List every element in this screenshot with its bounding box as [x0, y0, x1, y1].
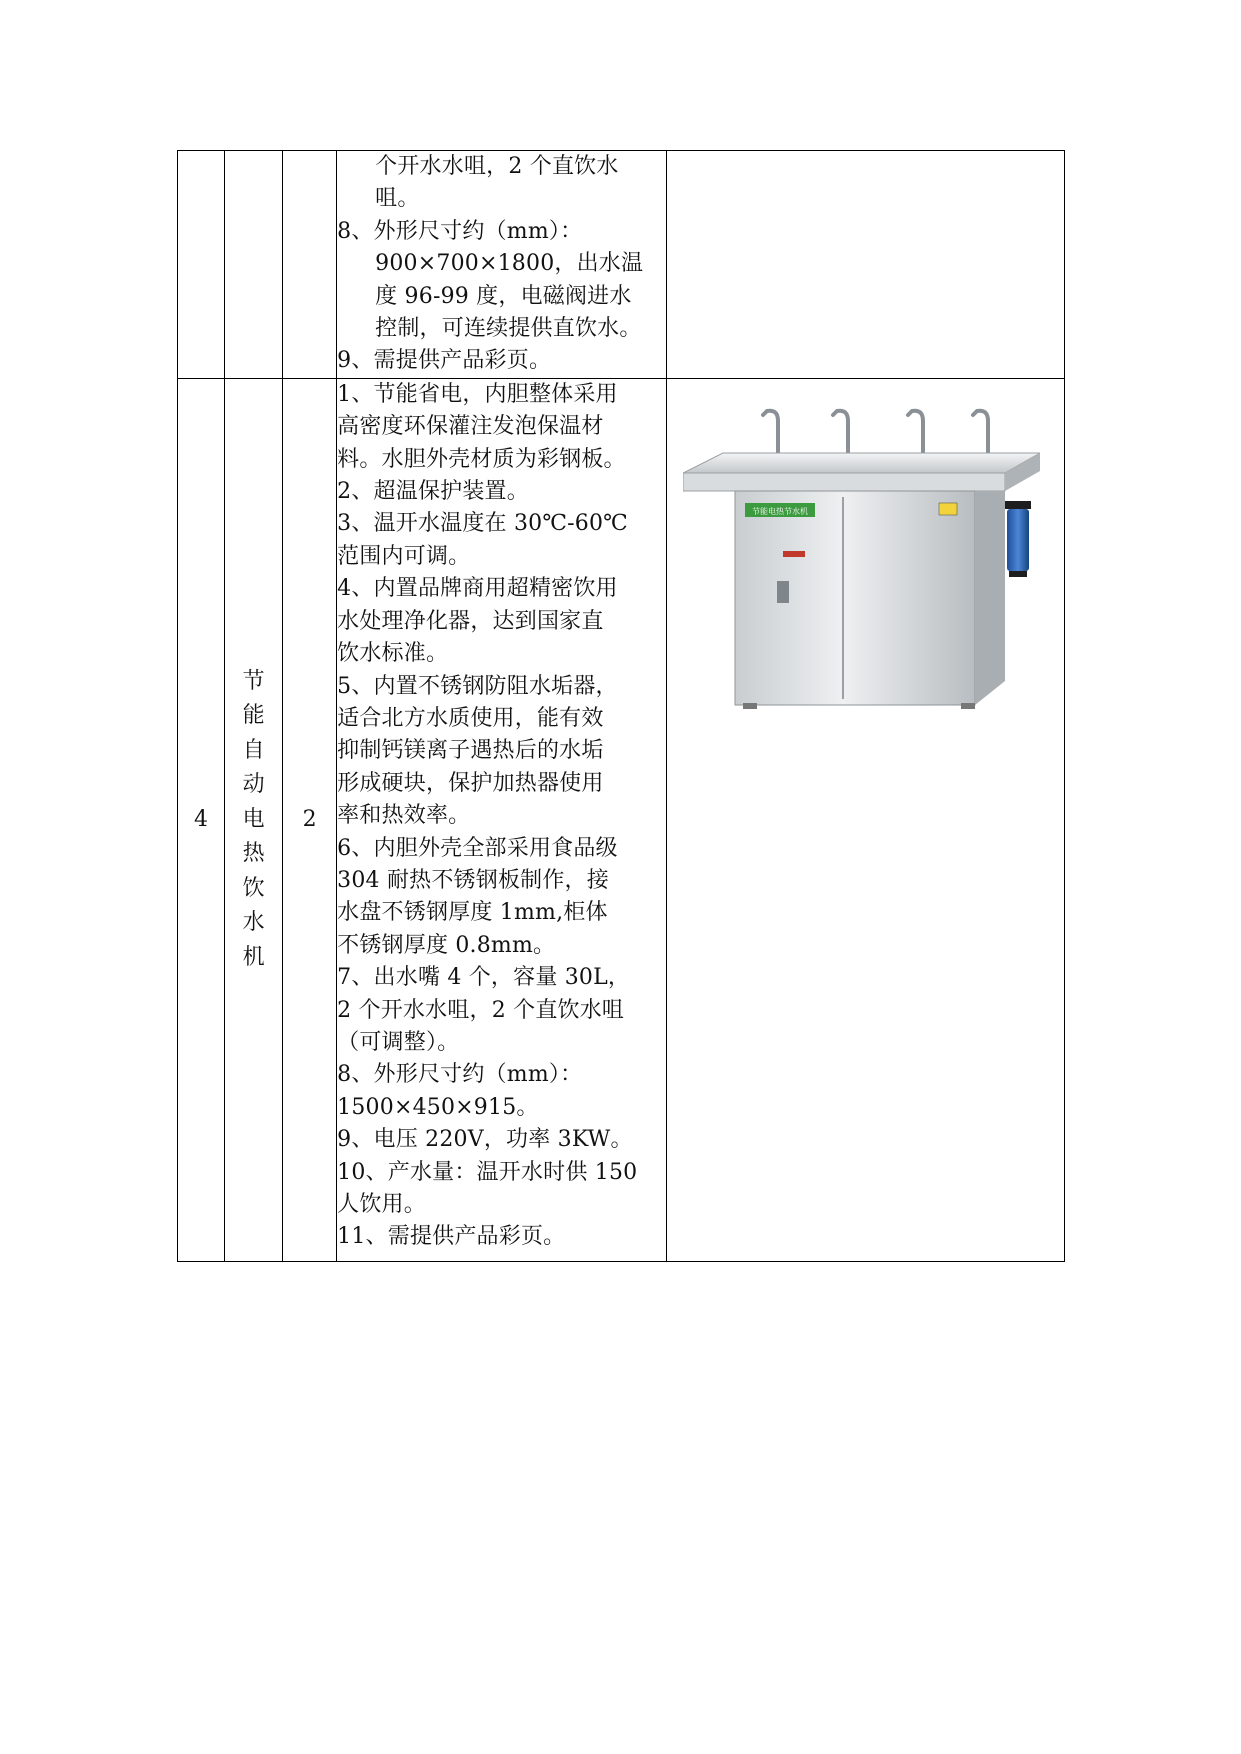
spec-line: 不锈钢厚度 0.8mm。 — [337, 932, 556, 958]
spec-table — [177, 150, 1065, 1262]
spec-line: 咀。 — [375, 186, 420, 212]
spec-line: 2 个开水水咀，2 个直饮水咀 — [337, 997, 625, 1023]
spec-line: 6、内胆外壳全部采用食品级 — [337, 835, 618, 861]
quantity-cell — [283, 378, 337, 1261]
item-name-char: 能 — [242, 703, 265, 729]
item-name — [241, 665, 267, 976]
spec-line: 饮水标准。 — [337, 641, 449, 667]
item-name-char: 电 — [242, 806, 265, 832]
spec-line: 率和热效率。 — [337, 803, 471, 829]
item-name-char: 水 — [242, 910, 265, 936]
item-name-char: 动 — [242, 772, 265, 798]
spec-lines — [337, 379, 665, 1254]
image-cell-empty — [666, 151, 1064, 379]
item-name-char: 机 — [242, 944, 265, 970]
image-cell — [666, 378, 1064, 1261]
spec-cell — [337, 378, 666, 1261]
spec-line: 7、出水嘴 4 个，容量 30L， — [337, 965, 631, 991]
spec-line: 11、需提供产品彩页。 — [337, 1224, 566, 1250]
spec-line: 9、需提供产品彩页。 — [337, 348, 552, 374]
spec-line: 人饮用。 — [337, 1192, 426, 1217]
item-name-char: 自 — [242, 737, 265, 763]
spec-line: （可调整）。 — [337, 1029, 460, 1055]
item-index: 4 — [194, 807, 209, 833]
spec-line: 1、节能省电，内胆整体采用 — [337, 381, 618, 407]
item-quantity: 2 — [302, 807, 317, 833]
item-name-char: 饮 — [242, 875, 265, 901]
spec-cell-continued — [337, 151, 666, 379]
spec-line: 2、超温保护装置。 — [337, 479, 529, 505]
spec-line: 10、产水量：温开水时供 150 — [337, 1159, 638, 1185]
name-cell — [225, 378, 283, 1261]
continued-row — [178, 151, 1065, 379]
spec-line: 1500×450×915。 — [337, 1094, 539, 1120]
spec-line: 度 96-99 度，电磁阀进水 — [375, 283, 632, 309]
spec-line: 3、温开水温度在 30℃-60℃ — [337, 511, 628, 537]
item-row — [178, 378, 1065, 1261]
spec-line: 料。水胆外壳材质为彩钢板。 — [337, 446, 626, 472]
spec-line: 304 耐热不锈钢板制作，接 — [337, 867, 609, 893]
spec-line: 适合北方水质使用，能有效 — [337, 705, 604, 731]
spec-line: 9、电压 220V，功率 3KW。 — [337, 1127, 633, 1153]
spec-line: 范围内可调。 — [337, 543, 471, 569]
spec-line: 控制，可连续提供直饮水。 — [375, 316, 642, 342]
spec-line: 5、内置不锈钢防阻水垢器， — [337, 673, 618, 699]
spec-line: 高密度环保灌注发泡保温材 — [337, 414, 604, 440]
spec-line: 抑制钙镁离子遇热后的水垢 — [337, 738, 604, 764]
spec-line: 4、内置品牌商用超精密饮用 — [337, 576, 618, 602]
index-cell — [178, 378, 225, 1261]
spec-lines — [337, 151, 665, 378]
spec-line: 形成硬块，保护加热器使用 — [337, 770, 604, 796]
index-cell-empty — [178, 151, 225, 379]
spec-line: 水盘不锈钢厚度 1mm,柜体 — [337, 900, 608, 926]
spec-line: 900×700×1800，出水温 — [375, 251, 644, 277]
spec-line: 水处理净化器，达到国家直 — [337, 608, 604, 634]
spec-line: 个开水水咀，2 个直饮水 — [375, 154, 619, 179]
product-label-text: 节能电热节水机 — [751, 506, 808, 516]
quantity-cell-empty — [283, 151, 337, 379]
name-cell-empty — [225, 151, 283, 379]
item-name-char: 节 — [242, 668, 265, 694]
item-name-char: 热 — [242, 841, 265, 867]
spec-line: 8、外形尺寸约（mm）： — [337, 218, 583, 244]
product-image — [683, 391, 1040, 725]
spec-line: 8、外形尺寸约（mm）： — [337, 1062, 583, 1088]
